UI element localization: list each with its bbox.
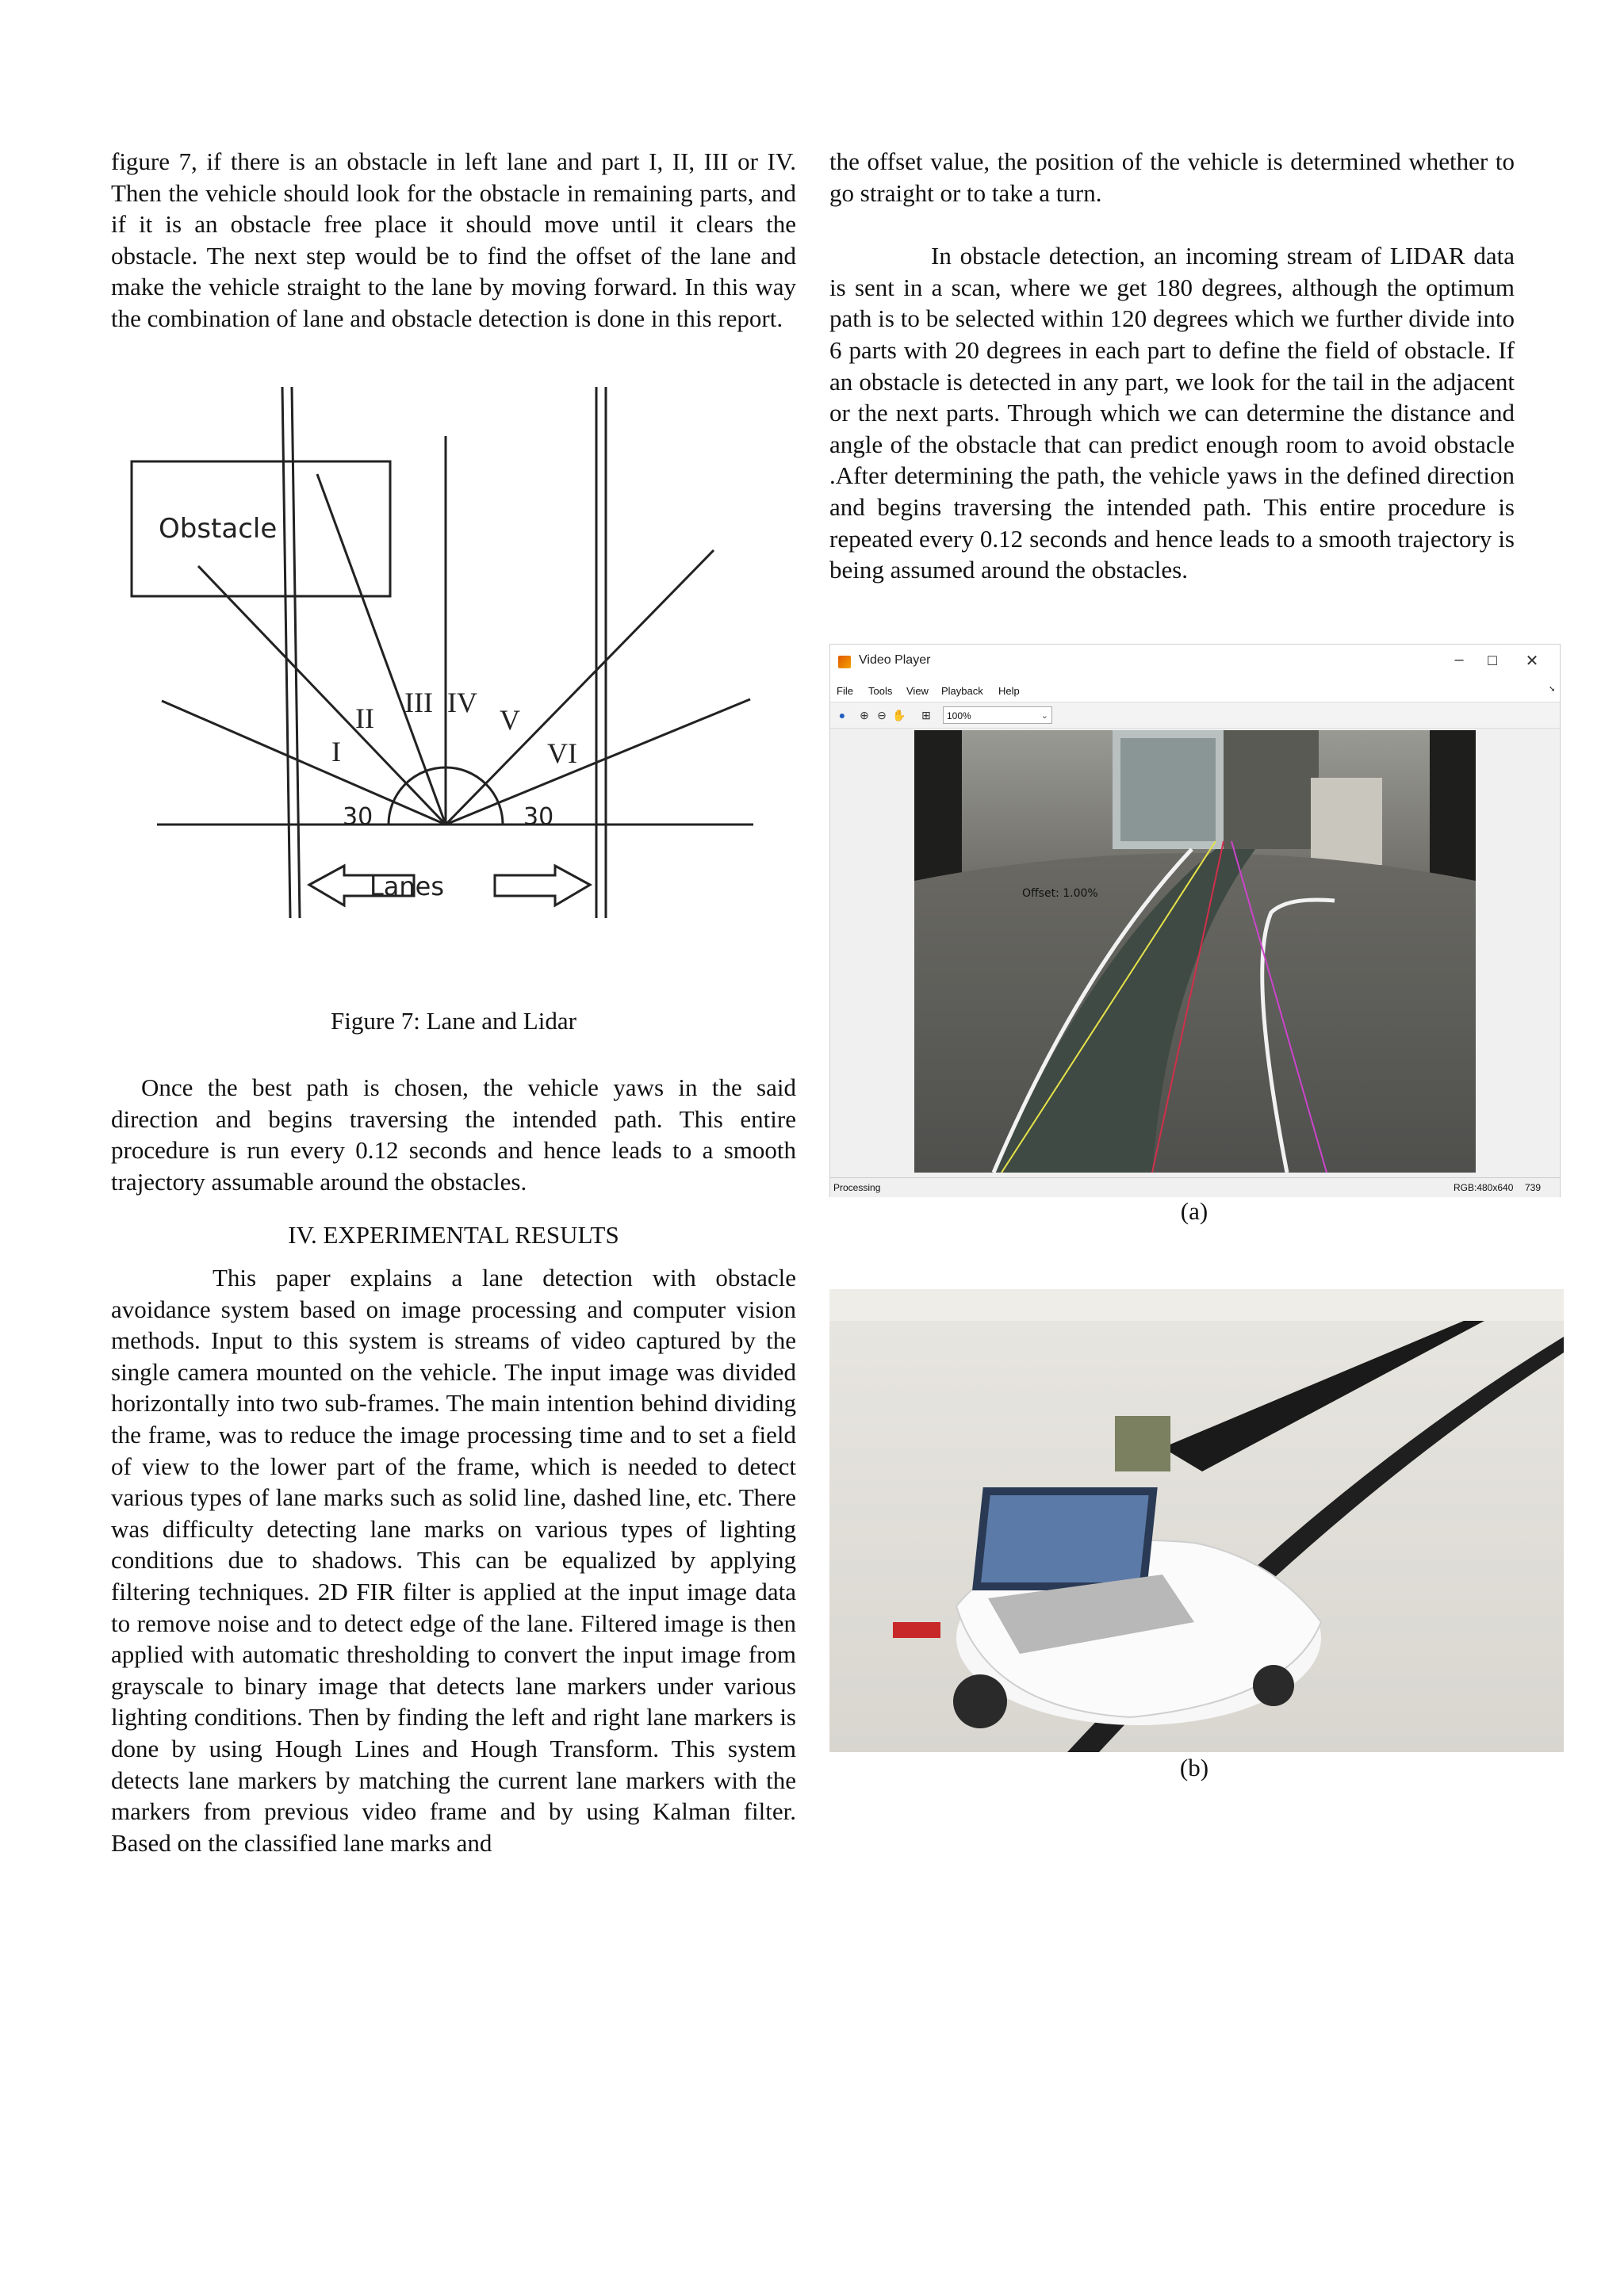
offset-overlay-text: Offset: 1.00% (1022, 887, 1098, 900)
zoom-value: 100% (947, 710, 971, 721)
menu-playback[interactable]: Playback (941, 685, 983, 697)
maximize-button[interactable]: ☐ (1486, 655, 1499, 668)
toy-car-with-laptop-image (829, 1289, 1564, 1752)
close-button[interactable]: ✕ (1525, 652, 1539, 670)
sector-label-i: I (331, 736, 341, 767)
menu-tools[interactable]: Tools (868, 685, 893, 697)
right-column-text (829, 146, 1515, 586)
status-text: Processing (833, 1182, 881, 1193)
paragraph: In obstacle detection, an incoming stream of LIDAR data is sent in a scan, where we get 180 degrees, although the optimum path is to be selected within 120 degrees which we further divide into 6 parts with 20 degrees in each part to define the field of obstacle. If an obstacle is detected in any part, we look for the tail in the adjacent or the next parts. Through which we can determine the distance and angle of the obstacle that can predict enough room to avoid obstacle .After determining the path, the vehicle yaws in the defined direction and begins traversing the intended path. This entire procedure is repeated every 0.12 seconds and hence leads to a smooth trajectory is being assumed around the obstacles. (829, 242, 1515, 584)
sector-label-iii: III (404, 687, 433, 718)
vehicle-photo (829, 1289, 1564, 1752)
paragraph-yaw (111, 1072, 796, 1197)
video-player-window (829, 644, 1561, 1197)
angle-right-label: 30 (523, 803, 554, 831)
subfigure-caption-b: (b) (1179, 1754, 1209, 1781)
menu-file[interactable]: File (837, 685, 853, 697)
sector-label-ii: II (355, 702, 374, 734)
matlab-logo-icon (838, 656, 851, 668)
sector-label-iv: IV (447, 687, 477, 718)
chevron-down-icon: ⌄ (1040, 711, 1048, 721)
dock-arrow-icon[interactable]: ➘ (1549, 685, 1556, 694)
paragraph: This paper explains a lane detection with obstacle avoidance system based on image processing and computer vision methods. Input to this system is streams of video captured by the single camera mounted on the vehicle. The input image was divided horizontally into two sub-frames. The main intention behind dividing the frame, was to reduce the image processing time and to set a field of view to the lower part of the frame, which is needed to detect various types of lane marks such as solid line, dashed line, etc. There was difficulty detecting lane marks on various types of lighting conditions due to shadows. This can be equalized by applying filtering techniques. 2D FIR filter is applied at the input image data to remove noise and to detect edge of the lane. Filtered image is then applied with automatic thresholding to convert the input image from grayscale to binary image that detects lane markers under various lighting conditions. Then by finding the left and right lane markers is done by using Hough Lines and Hough Transform. This system detects lane markers by matching the current lane markers with the markers from previous video frame and by using Kalman filter. Based on the classified lane marks and (111, 1264, 796, 1857)
status-dimensions: RGB:480x640 (1454, 1182, 1514, 1193)
zoom-in-icon[interactable]: ⊕ (860, 709, 869, 721)
paragraph: Once the best path is chosen, the vehicle yaws in the said direction and begins traversing the intended path. This entire procedure is run every 0.12 seconds and hence leads to a smooth trajectory assumable around the obstacles. (111, 1073, 796, 1196)
left-column-text (111, 146, 796, 335)
toolbar (830, 702, 1560, 729)
figure-7-lane-lidar-diagram (127, 387, 761, 926)
menu-view[interactable]: View (906, 685, 929, 697)
paragraph-experimental (111, 1262, 796, 1858)
sector-label-v: V (500, 704, 520, 736)
window-title: Video Player (859, 653, 931, 667)
obstacle-label: Obstacle (159, 513, 278, 545)
angle-left-label: 30 (343, 803, 373, 831)
figure-7-caption: Figure 7: Lane and Lidar (331, 1007, 576, 1035)
info-icon[interactable]: ● (838, 709, 846, 721)
menu-help[interactable]: Help (998, 685, 1020, 697)
minimize-button[interactable]: – (1454, 651, 1464, 668)
paragraph: the offset value, the position of the vehicle is determined whether to go straight or to take a turn. (829, 147, 1515, 207)
lanes-label: Lanes (369, 871, 445, 901)
subfigure-caption-a: (a) (1180, 1197, 1208, 1225)
section-heading: IV. EXPERIMENTAL RESULTS (288, 1221, 619, 1249)
fit-to-window-icon[interactable]: ⊞ (921, 709, 931, 721)
sector-label-vi: VI (547, 737, 577, 769)
zoom-out-icon[interactable]: ⊖ (877, 709, 887, 721)
title-bar (830, 645, 1560, 681)
video-frame (914, 730, 1476, 1173)
paragraph: figure 7, if there is an obstacle in left lane and part I, II, III or IV. Then the vehicle should look for the obstacle in remaining parts, and if it is an obstacle free place it should move until it clears the obstacle. The next step would be to find the offset of the lane and make the vehicle straight to the lane by moving forward. In this way the combination of lane and obstacle detection is done in this report. (111, 147, 796, 332)
menu-bar (830, 681, 1560, 702)
status-bar (830, 1177, 1560, 1197)
camera-view-image (914, 730, 1476, 1173)
status-frame-number: 739 (1525, 1182, 1542, 1193)
pan-hand-icon[interactable]: ✋ (892, 709, 906, 721)
zoom-select[interactable] (943, 706, 1052, 724)
